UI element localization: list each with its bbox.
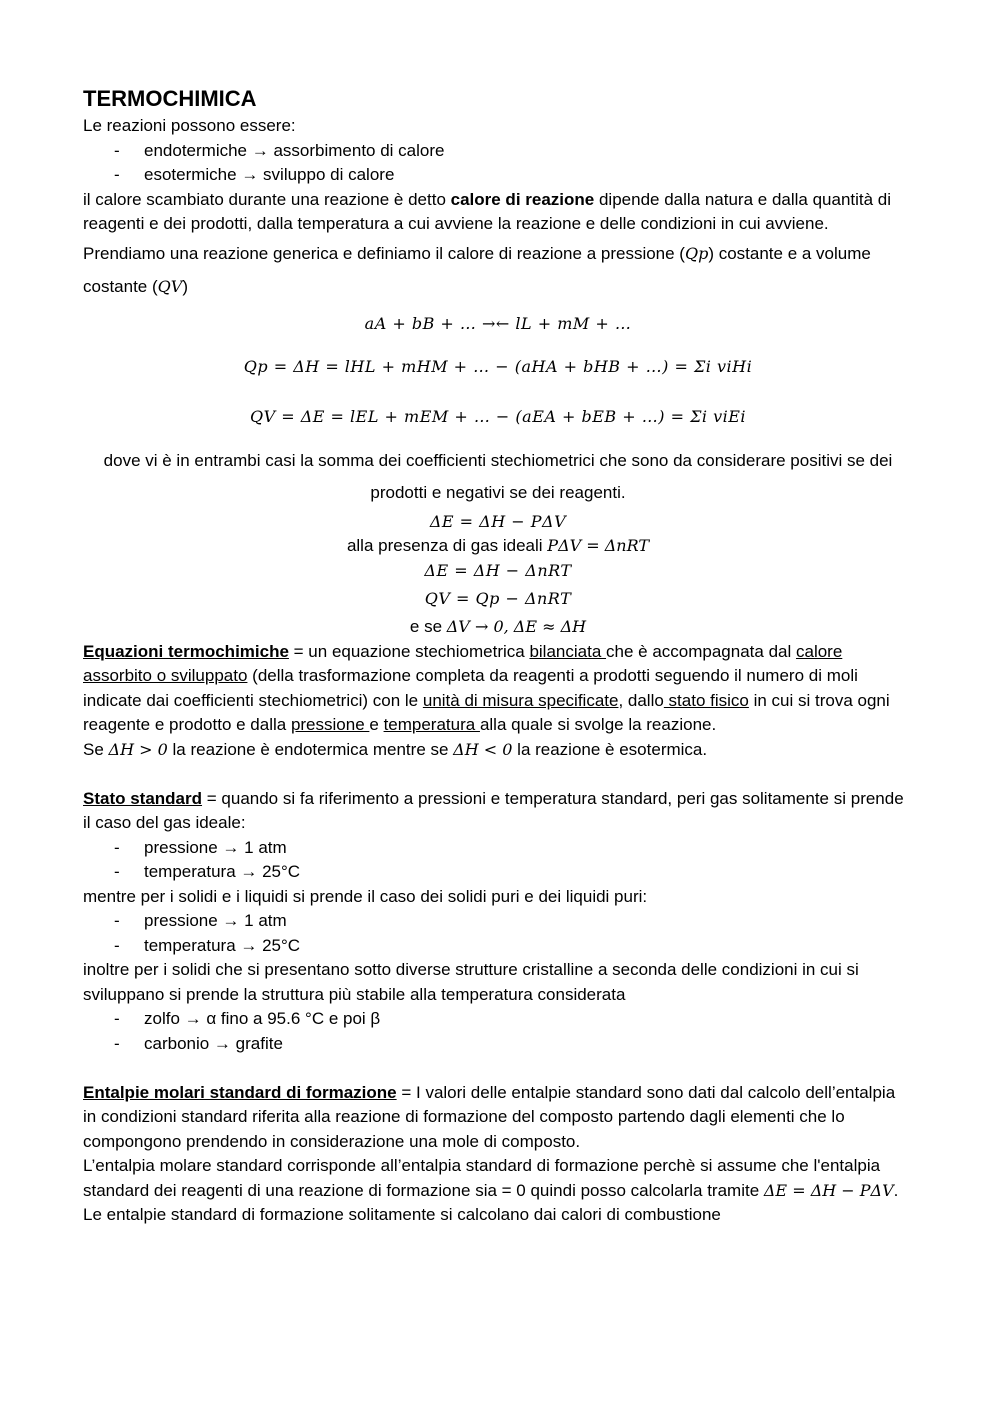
text-span: ) [182, 276, 188, 296]
list-item: - endotermiche → assorbimento di calore [83, 139, 913, 164]
thermo-equations-paragraph [83, 640, 913, 738]
math-span: ΔV → 0, ΔE ≈ ΔH [446, 617, 587, 636]
underlined-span: stato fisico [663, 690, 749, 710]
equation-delta-e-nrt: ΔE = ΔH − ΔnRT [424, 561, 572, 580]
equation-qv-qp: QV = Qp − ΔnRT [424, 589, 572, 608]
term-heading: Stato standard [83, 788, 203, 808]
text-span: alla presenza di gas ideali [346, 535, 548, 555]
text-span: . Le entalpie standard di formazione solitamente si calcolano dai calori di combustione [83, 1180, 899, 1224]
math-span: ΔH < 0 [453, 739, 513, 759]
standard-state-paragraph [83, 787, 913, 836]
text-span: L’entalpia molare standard corrisponde all’entalpia standard di formazione perchè si assume che l'entalpia standard dei reagenti di una reazione di formazione sia = 0 quindi posso calcolarla tramite [83, 1156, 881, 1200]
generic-reaction-paragraph [83, 237, 913, 303]
math-qv: QV [157, 276, 183, 296]
underlined-span: bilanciata [529, 641, 607, 661]
text-span: Prendiamo una reazione generica e definiamo il calore di reazione a pressione ( [83, 243, 685, 263]
text-span: (della trasformazione completa da reagenti a prodotti seguendo il numero di moli indicate dai coefficienti stechiometrici) con le [83, 666, 858, 710]
text-span: Se [83, 739, 109, 759]
document-page [83, 86, 913, 1228]
enthalpy-paragraph-2 [83, 1154, 913, 1228]
text-span: e se [409, 617, 447, 636]
crystal-list [83, 1007, 913, 1056]
math-span: PΔV = ΔnRT [547, 535, 650, 555]
text-span: e [369, 715, 384, 734]
list-item: - carbonio → grafite [83, 1032, 913, 1057]
page-title: TERMOCHIMICA [83, 86, 257, 111]
spacer [83, 762, 913, 787]
text-span: il calore scambiato durante una reazione è detto [83, 189, 451, 209]
math-span: ΔE = ΔH − PΔV [763, 1180, 894, 1200]
text-span: dipende dalla natura e dalla quantità di reagenti e dei prodotti, dalla temperatura a cui avviene la reazione e delle condizioni in cui avviene. [83, 189, 892, 233]
equation-qv: QV = ΔE = lEL + mEM + … − (aEA + bEB + …) = Σi viEi [249, 406, 747, 426]
sign-line [83, 738, 913, 763]
math-qp: Qp [684, 243, 709, 263]
text-span: = un equazione stechiometrica [288, 641, 530, 661]
crystal-intro: inoltre per i solidi che si presentano sotto diverse strutture cristalline a seconda delle condizioni in cui si sviluppano si prende la struttura più stabile alla temperatura considerata [83, 960, 859, 1004]
intro-text: Le reazioni possono essere: [83, 116, 296, 135]
underlined-span: pressione [290, 715, 370, 734]
underlined-span: temperatura [383, 715, 480, 734]
ideal-gas-line [83, 534, 913, 559]
term-heading: Equazioni termochimiche [83, 641, 289, 661]
spacer [83, 1056, 913, 1081]
solid-conditions-list [83, 909, 913, 958]
term-heading: Entalpie molari standard di formazione [83, 1082, 397, 1102]
text-span: alla quale si svolge la reazione. [479, 715, 717, 734]
equation-reaction: aA + bB + … →← lL + mM + … [364, 313, 632, 333]
text-span: la reazione è esotermica. [512, 739, 708, 759]
math-span: ΔH > 0 [108, 739, 168, 759]
list-item: - pressione → 1 atm [83, 909, 913, 934]
heat-paragraph [83, 188, 913, 237]
text-span: la reazione è endotermica mentre se [167, 739, 454, 759]
solid-intro: mentre per i solidi e i liquidi si prende il caso dei solidi puri e dei liquidi puri: [83, 886, 648, 906]
equation-delta-e: ΔE = ΔH − PΔV [429, 511, 567, 531]
bold-term: calore di reazione [450, 189, 595, 209]
list-item: - temperatura → 25°C [83, 934, 913, 959]
list-item: - zolfo → α fino a 95.6 °C e poi β [83, 1007, 913, 1032]
text-span: , dallo [618, 690, 664, 710]
list-item: - pressione → 1 atm [83, 836, 913, 861]
reaction-types-list [83, 139, 913, 188]
enthalpy-paragraph [83, 1081, 913, 1155]
coefficient-note: dove vi è in entrambi casi la somma dei coefficienti stechiometrici che sono da considerare positivi se dei prodotti e negativi se dei reagenti. [103, 450, 893, 502]
text-span: = quando si fa riferimento a pressioni e temperatura standard, peri gas solitamente si prende il caso del gas ideale: [83, 788, 904, 832]
text-span: = I valori delle entalpie standard sono dati dal calcolo dell’entalpia in condizioni standard riferita alla reazione di formazione del composto partendo dagli elementi che lo compongono prendendo in considerazione una mole di composto. [83, 1082, 896, 1151]
list-item: - temperatura → 25°C [83, 860, 913, 885]
text-span: in cui si trova ogni reagente e prodotto e dalla [83, 690, 890, 734]
equation-qp: Qp = ΔH = lHL + mHM + … − (aHA + bHB + …) = Σi viHi [243, 356, 753, 376]
underlined-span: unità di misura specificate [422, 690, 619, 710]
approx-line [83, 615, 913, 640]
text-span: ) costante e a volume costante ( [83, 243, 871, 296]
gas-conditions-list [83, 836, 913, 885]
list-item: - esotermiche → sviluppo di calore [83, 163, 913, 188]
underlined-span: calore assorbito o sviluppato [83, 641, 843, 685]
text-span: che è accompagnata dal [606, 641, 796, 661]
